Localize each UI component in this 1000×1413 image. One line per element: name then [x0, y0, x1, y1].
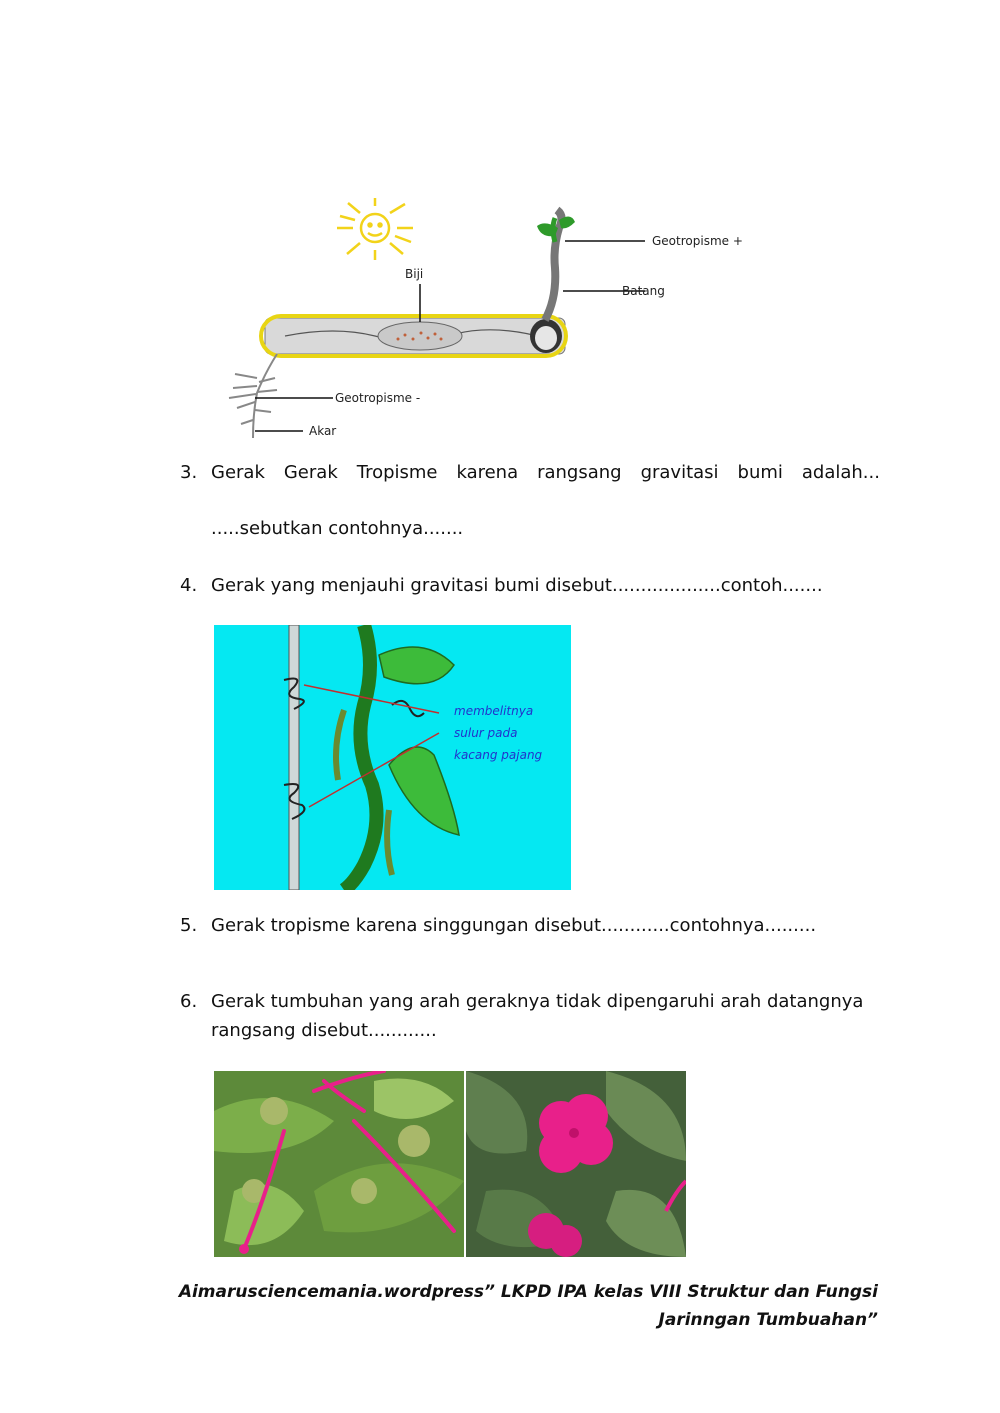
label-batang: Batang [622, 284, 665, 298]
flower-photo-left [214, 1071, 464, 1257]
roots [229, 354, 277, 438]
question-number: 3. [180, 462, 198, 483]
caption-line1: membelitnya [454, 704, 534, 718]
sun-icon [337, 198, 413, 260]
question-number: 4. [180, 575, 198, 596]
question-6 [180, 988, 880, 1048]
tendril-diagram [214, 625, 571, 890]
question-text: Gerak tropisme karena singgungan disebut............contohnya......... [211, 915, 817, 936]
footer-line1: Aimarusciencemania.wordpress” LKPD IPA kelas VIII Struktur dan Fungsi [178, 1282, 878, 1302]
question-3 [180, 459, 880, 549]
stem-tube [261, 316, 566, 356]
caption-line3: kacang pajang [454, 748, 543, 762]
footer-line2: Jarinngan Tumbuahan” [658, 1310, 878, 1330]
question-5 [180, 912, 880, 942]
question-text-line1: Gerak Gerak Tropisme karena rangsang gravitasi bumi adalah... [211, 462, 880, 483]
question-text-line1: Gerak tumbuhan yang arah geraknya tidak dipengaruhi arah datangnya [211, 991, 864, 1012]
label-geotropisme-minus: Geotropisme - [335, 391, 421, 405]
question-text-line2: rangsang disebut............ [211, 1020, 437, 1041]
label-akar: Akar [309, 424, 337, 438]
question-text: Gerak yang menjauhi gravitasi bumi disebut...................contoh....... [211, 575, 823, 596]
caption-line2: sulur pada [454, 726, 518, 740]
question-text-line2: .....sebutkan contohnya....... [211, 518, 464, 539]
flower-photo-right [466, 1071, 686, 1257]
question-number: 5. [180, 915, 198, 936]
question-number: 6. [180, 991, 198, 1012]
shoot [537, 210, 575, 320]
label-biji: Biji [405, 267, 424, 281]
question-4 [180, 572, 880, 602]
label-geotropisme-plus: Geotropisme + [652, 234, 743, 248]
geotropism-diagram [215, 198, 775, 443]
